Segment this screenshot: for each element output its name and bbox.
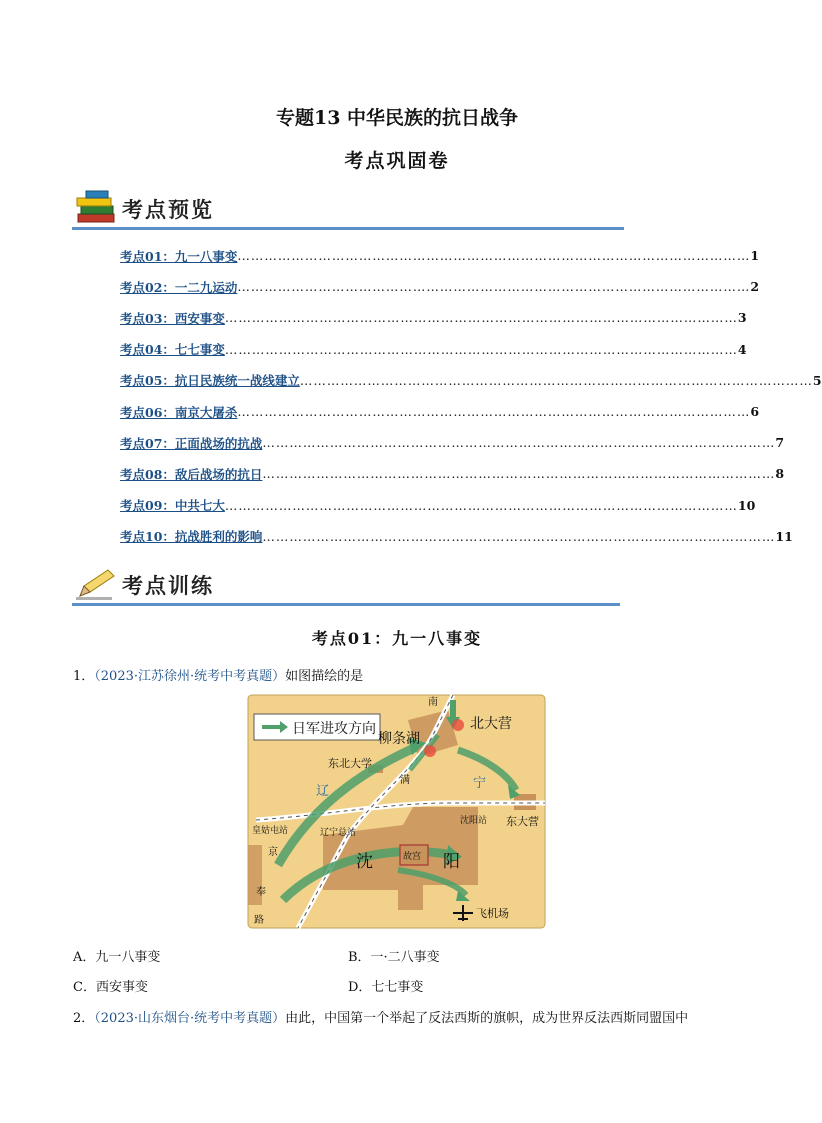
training-divider [72,603,620,606]
toc-item-page: 5 [812,372,822,388]
toc-list [120,240,822,552]
toc-item-page: 2 [750,279,760,295]
toc-item-label[interactable]: 考点06：南京大屠杀 [120,404,238,420]
label-huanggutun: 皇姑屯站 [252,826,289,836]
toc-item[interactable]: 考点08：敌后战场的抗日 …………………………………………………………………………………………………… 8 [120,466,785,482]
toc-item-label[interactable]: 考点03：西安事变 [120,310,225,326]
toc-item-label[interactable]: 考点10：抗战胜利的影响 [120,529,263,545]
toc-item-page: 7 [775,435,785,451]
label-lu: 路 [254,915,264,926]
toc-item-label[interactable]: 考点07：正面战场的抗战 [120,435,263,451]
toc-item[interactable]: 考点10：抗战胜利的影响 …………………………………………………………………………………………………… 11 [120,528,793,545]
toc-item[interactable]: 考点04：七七事变 …………………………………………………………………………………………………… 4 [120,341,747,358]
question-2 [73,1007,688,1026]
question-stem: 如图描绘的是 [285,669,364,684]
label-shen: 沈 [356,852,373,872]
page-subtitle: 考点巩固卷 [344,150,450,172]
map-figure [248,695,545,928]
kaodian-heading: 考点01：九一八事变 [311,629,483,648]
toc-item[interactable]: 考点06：南京大屠杀 …………………………………………………………………………………………………… 6 [120,404,760,420]
toc-item-label[interactable]: 考点04：七七事变 [120,342,225,358]
label-dongdaying: 东大营 [506,815,539,828]
question-1 [73,665,363,684]
preview-label: 考点预览 [122,198,214,222]
question-number: 1． [73,669,95,684]
toc-item[interactable]: 考点02：一二九运动 …………………………………………………………………………………………………… 2 [120,279,760,295]
map-legend-text: 日军进攻方向 [292,721,376,737]
label-ning: 宁 [473,776,487,791]
label-gugong: 故宫 [403,852,422,862]
pencil-icon [74,566,120,602]
explosion-icon [452,719,464,731]
label-liutiaohu: 柳条湖 [378,731,420,747]
page-title: 专题13 中华民族的抗日战争 [275,107,519,129]
label-nan: 南 [428,697,438,708]
question-stem: 由此，中国第一个举起了反法西斯的旗帜，成为世界反法西斯同盟国中 [285,1011,689,1026]
toc-item-page: 4 [737,341,747,357]
label-beidaying: 北大营 [470,716,512,732]
training-label: 考点训练 [122,574,214,598]
question-source: （2023·山东烟台·统考中考真题） [94,1011,286,1026]
toc-item-page: 11 [775,528,793,544]
label-liao: 辽 [316,784,330,799]
toc-item[interactable]: 考点01：九一八事变 …………………………………………………………………………………………………… 1 [120,248,760,264]
toc-item[interactable]: 考点03：西安事变 …………………………………………………………………………………………………… 3 [120,310,747,326]
toc-item-label[interactable]: 考点01：九一八事变 [120,248,238,264]
option-a[interactable]: A．九一八事变 [73,950,161,965]
toc-item-label[interactable]: 考点05：抗日民族统一战线建立 [120,373,300,389]
toc-item-page: 8 [775,466,785,482]
toc-item-page: 6 [750,404,760,420]
training-banner [72,566,620,606]
question-number: 2． [73,1011,95,1026]
toc-item-label[interactable]: 考点08：敌后战场的抗日 [120,466,263,482]
explosion-icon [424,745,436,757]
option-c[interactable]: C．西安事变 [73,980,148,995]
books-icon [74,190,120,226]
label-liaoning-zong: 辽宁总站 [320,828,357,838]
label-yang: 阳 [443,852,460,872]
preview-banner [72,190,624,230]
toc-item-page: 10 [737,497,756,513]
toc-item-label[interactable]: 考点09：中共七大 [120,498,225,514]
label-jing: 京 [268,847,278,858]
label-dongbei-univ: 东北大学 [328,757,372,770]
toc-item[interactable]: 考点05：抗日民族统一战线建立 …………………………………………………………………………………………………… 5 [120,372,822,389]
option-d[interactable]: D．七七事变 [348,980,424,995]
label-feng: 奉 [256,887,266,898]
toc-item[interactable]: 考点07：正面战场的抗战 …………………………………………………………………………………………………… 7 [120,435,785,451]
toc-item-label[interactable]: 考点02：一二九运动 [120,279,238,295]
toc-item-page: 3 [737,310,747,326]
label-shenyang-zhan: 沈阳站 [460,816,488,826]
preview-divider [72,227,624,230]
label-airport: 飞机场 [476,907,509,920]
toc-item-page: 1 [750,248,760,264]
option-b[interactable]: B．一·二八事变 [348,950,440,965]
label-man: 满 [400,775,410,786]
toc-item[interactable]: 考点09：中共七大 …………………………………………………………………………………………………… 10 [120,497,756,514]
question-source: （2023·江苏徐州·统考中考真题） [94,669,286,684]
